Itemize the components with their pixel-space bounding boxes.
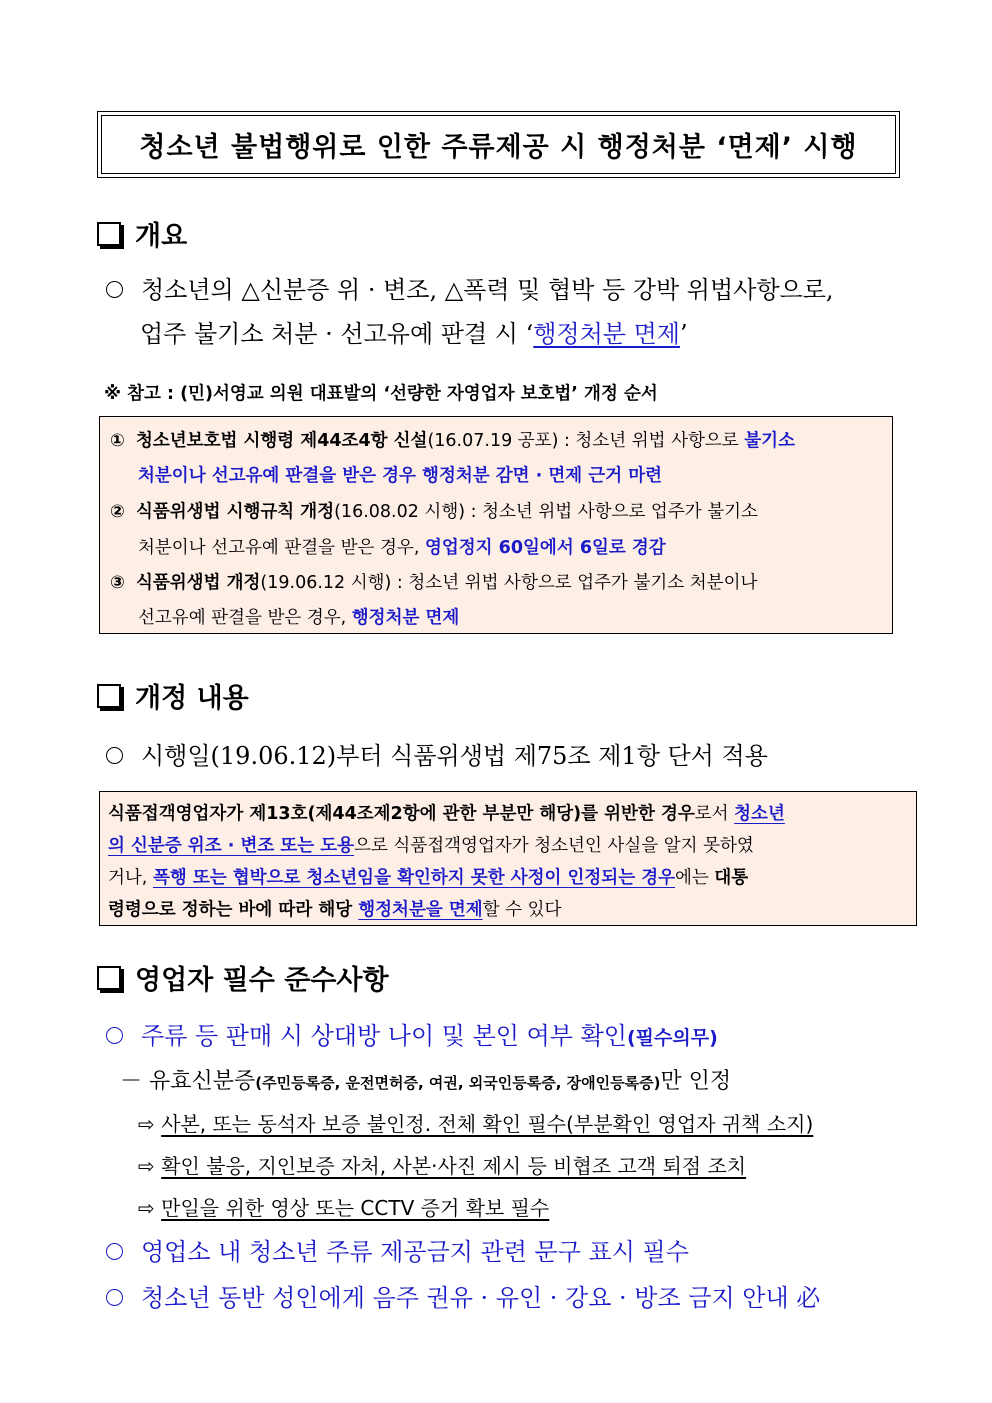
ref-item-3-line-1	[110, 569, 757, 594]
duty-text-7a: 청소년 동반 성인	[141, 1284, 319, 1312]
law-text-2: 으로 식품접객영업자가 청소년인 사실을 알지 못하였	[354, 836, 754, 856]
duty-text-1: 주류 등 판매 시 상대방 나이 및 본인 여부 확인	[141, 1022, 627, 1050]
ref-number-3: ③	[110, 573, 125, 593]
overview-line-1	[106, 270, 834, 305]
duty-subitem-id	[120, 1064, 731, 1095]
duty-text-7c: 음주 권유 · 유인 · 강요 · 방조 금지 안내 必	[372, 1284, 821, 1312]
circle-bullet-icon	[106, 747, 123, 764]
law-highlight-1: 청소년	[734, 804, 785, 824]
ref-item-2-text-2: 처분이나 선고유예 판결을 받은 경우,	[138, 538, 425, 558]
ref-item-1-line-2: 처분이나 선고유예 판결을 받은 경우 행정처분 감면 · 면제 근거 마련	[138, 466, 663, 486]
ref-item-2-highlight: 영업정지 60일에서 6일로 경감	[424, 538, 666, 558]
law-text-4a: 령령으로 정하는 바에 따라 해당	[108, 900, 359, 920]
ref-item-2-title: 식품위생법 시행규칙 개정	[135, 502, 335, 522]
ref-item-3-text: (19.06.12 시행) : 청소년 위법 사항으로 업주가 불기소 처분이나	[260, 573, 758, 593]
duty-item-1	[106, 1016, 718, 1051]
duty-arrow-item-1	[138, 1108, 813, 1137]
page-title: 청소년 불법행위로 인한 주류제공 시 행정처분 ‘면제’ 시행	[139, 132, 858, 163]
duty-text-2a: 유효신분증	[149, 1069, 256, 1094]
dash-bullet: －	[120, 1069, 143, 1094]
ref-item-1-title: 청소년보호법 시행령 제44조4항 신설	[135, 431, 428, 451]
ref-item-3-title: 식품위생법 개정	[135, 573, 261, 593]
duty-text-4: 확인 불응, 지인보증 자처, 사본·사진 제시 등 비협조 고객 퇴점 조치	[161, 1154, 747, 1178]
arrow-icon: ⇨	[138, 1196, 155, 1220]
law-text-3c: 에는	[675, 868, 715, 888]
title-box-inner	[101, 115, 896, 174]
law-highlight-2: 의 신분증 위조 · 변조 또는 도용	[108, 836, 355, 856]
section-title-duties: 영업자 필수 준수사항	[135, 965, 389, 996]
duty-item-2	[106, 1232, 689, 1267]
ref-item-3-text-2: 선고유예 판결을 받은 경우,	[138, 608, 352, 628]
square-bullet-icon	[97, 966, 121, 990]
section-heading-duties	[97, 958, 389, 997]
law-text-1b: 로서	[694, 804, 735, 824]
law-text-3a: 거나,	[108, 868, 153, 888]
ref-number-2: ②	[110, 502, 125, 522]
overview-highlight-exemption: 행정처분 면제	[533, 320, 680, 348]
reference-box	[99, 416, 893, 634]
revision-text: 시행일(19.06.12)부터 식품위생법 제75조 제1항 단서 적용	[141, 742, 768, 770]
reference-note: ※ 참고 : (민)서영교 의원 대표발의 ‘선량한 자영업자 보호법’ 개정 순서	[104, 384, 658, 404]
overview-text-2c: ’	[679, 320, 688, 348]
law-text-1a: 식품접객영업자가 제13호(제44조제2항에 관한 부분만 해당)를 위반한 경우	[108, 804, 695, 824]
duty-text-6: 영업소 내 청소년 주류 제공금지 관련 문구 표시 필수	[141, 1238, 689, 1266]
ref-item-2-line-1	[110, 498, 758, 523]
ref-item-3-highlight: 행정처분 면제	[351, 608, 460, 628]
duty-text-2b: (주민등록증, 운전면허증, 여권, 외국인등록증, 장애인등록증)	[255, 1074, 661, 1092]
arrow-icon: ⇨	[138, 1112, 155, 1136]
circle-bullet-icon	[106, 1027, 123, 1044]
revision-line	[106, 736, 768, 771]
section-heading-revision	[97, 676, 249, 715]
law-line-1	[108, 800, 785, 825]
duty-item-3	[106, 1278, 820, 1313]
duty-text-7b: 에게	[318, 1284, 373, 1312]
law-text-4c: 할 수 있다	[482, 900, 562, 920]
circle-bullet-icon	[106, 1289, 123, 1306]
law-text-box	[99, 791, 917, 926]
law-highlight-4: 행정처분을 면제	[358, 900, 483, 920]
duty-text-3b: (부분확인 영업자 귀책 소지)	[566, 1112, 814, 1136]
square-bullet-icon	[97, 222, 121, 246]
duty-text-5: 만일을 위한 영상 또는 CCTV 증거 확보 필수	[161, 1196, 550, 1220]
title-box	[97, 111, 900, 178]
ref-number-1: ①	[110, 431, 125, 451]
duty-arrow-item-2	[138, 1150, 746, 1179]
law-line-2	[108, 832, 754, 857]
duty-text-1-mandatory: (필수의무)	[626, 1027, 718, 1049]
overview-text-2a: 업주 불기소 처분 · 선고유예 판결 시 ‘	[140, 320, 534, 348]
ref-item-1-text: (16.07.19 공포) : 청소년 위법 사항으로	[427, 431, 745, 451]
ref-item-1-highlight: 불기소	[744, 431, 795, 451]
ref-item-2-text: (16.08.02 시행) : 청소년 위법 사항으로 업주가 불기소	[334, 502, 758, 522]
ref-item-3-line-2	[138, 604, 459, 629]
overview-line-2	[140, 314, 688, 349]
duty-text-3a: 사본, 또는 동석자 보증 불인정. 전체 확인 필수	[161, 1112, 567, 1136]
law-highlight-3: 폭행 또는 협박으로 청소년임을 확인하지 못한 사정이 인정되는 경우	[152, 868, 676, 888]
circle-bullet-icon	[106, 281, 123, 298]
section-heading-overview	[97, 214, 187, 253]
ref-item-2-line-2	[138, 534, 666, 559]
law-line-4	[108, 896, 561, 921]
overview-text-1: 청소년의 △신분증 위 · 변조, △폭력 및 협박 등 강박 위법사항으로,	[141, 276, 834, 304]
ref-item-1-line-1	[110, 427, 795, 452]
circle-bullet-icon	[106, 1243, 123, 1260]
arrow-icon: ⇨	[138, 1154, 155, 1178]
section-title-revision: 개정 내용	[135, 683, 249, 714]
section-title-overview: 개요	[135, 221, 188, 252]
law-text-3d: 대통	[714, 868, 749, 888]
law-line-3	[108, 864, 748, 889]
square-bullet-icon	[97, 684, 121, 708]
duty-text-2c: 만 인정	[660, 1069, 732, 1094]
duty-arrow-item-3	[138, 1192, 549, 1221]
